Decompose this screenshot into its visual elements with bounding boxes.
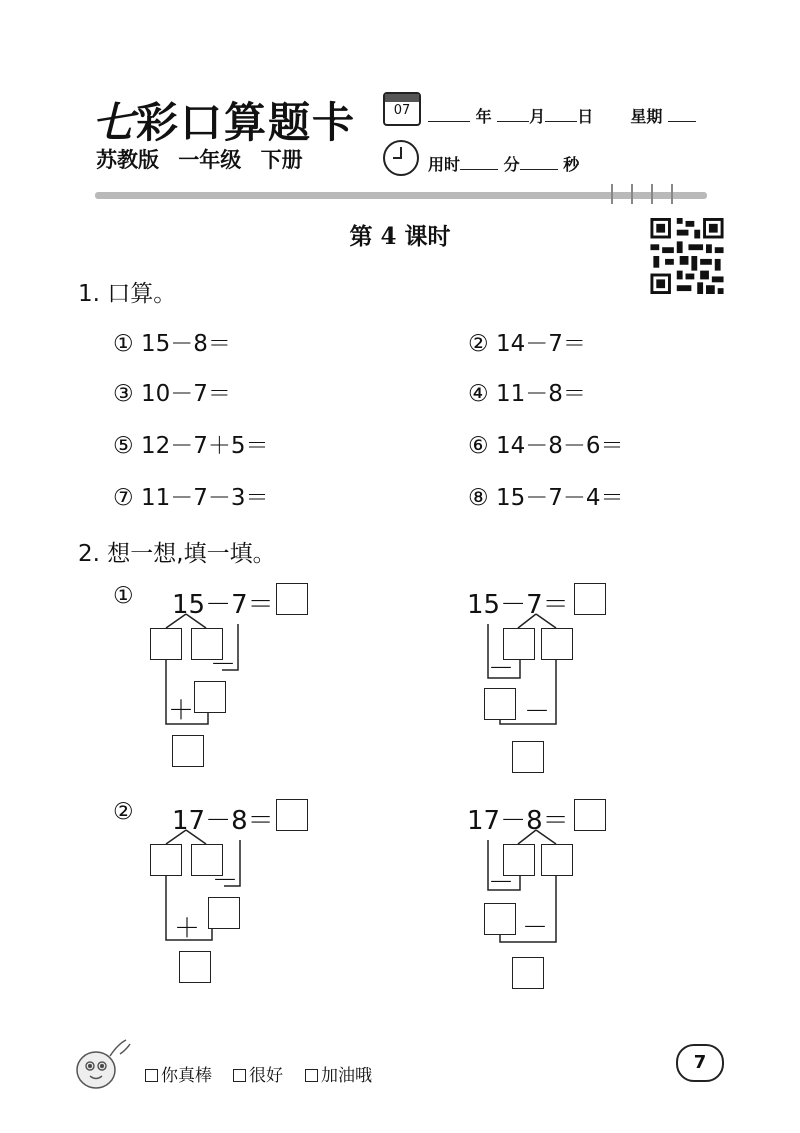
split-box[interactable] (150, 844, 182, 876)
plus-sign: ＋ (168, 696, 195, 726)
mascot-icon (70, 1032, 134, 1094)
calc-item-5: ⑤ 12－7＋5＝ (113, 433, 269, 459)
minus-sign: － (212, 866, 239, 896)
date-line (428, 104, 696, 127)
year-blank[interactable] (428, 107, 470, 122)
minute-blank[interactable] (460, 155, 498, 170)
calendar-icon: 07 (383, 92, 421, 126)
answer-box[interactable] (276, 799, 308, 831)
rating-option-3[interactable]: 加油哦 (305, 1061, 372, 1086)
time-used-label: 用时 (428, 155, 461, 174)
minus-sign: － (488, 654, 515, 684)
result-box[interactable] (484, 903, 516, 935)
question-2-title: 2. 想一想,填一填。 (78, 541, 276, 567)
checkbox-icon[interactable] (233, 1069, 246, 1082)
page-number: 7 (676, 1044, 724, 1082)
answer-box[interactable] (276, 583, 308, 615)
checkbox-icon[interactable] (145, 1069, 158, 1082)
lesson-title: 第 4 课时 (349, 223, 451, 250)
checkbox-icon[interactable] (305, 1069, 318, 1082)
rating-option-1[interactable]: 你真棒 (145, 1061, 212, 1086)
divider-rings (600, 182, 680, 208)
split-box[interactable] (150, 628, 182, 660)
equation-1a: 15－7＝ (172, 590, 274, 620)
year-label: 年 (475, 107, 492, 126)
plus-sign: ＋ (174, 914, 201, 944)
calc-item-2: ② 14－7＝ (468, 331, 586, 357)
week-label: 星期 (630, 107, 663, 126)
second-label: 秒 (563, 155, 580, 174)
calc-item-1: ① 15－8＝ (113, 331, 231, 357)
minus-sign: － (522, 913, 549, 943)
result-box[interactable] (194, 681, 226, 713)
day-blank[interactable] (545, 107, 577, 122)
edition-label: 苏教版 一年级 下册 (96, 148, 303, 172)
minute-label: 分 (503, 155, 520, 174)
calc-item-3: ③ 10－7＝ (113, 381, 231, 407)
month-label: 月 (529, 107, 546, 126)
week-blank[interactable] (668, 107, 696, 122)
equation-2b: 17－8＝ (467, 806, 569, 836)
second-blank[interactable] (520, 155, 558, 170)
calc-item-4: ④ 11－8＝ (468, 381, 586, 407)
result-box[interactable] (484, 688, 516, 720)
problem-1-number: ① (113, 583, 134, 609)
rating-option-2[interactable]: 很好 (233, 1061, 283, 1086)
question-1-title: 1. 口算。 (78, 281, 177, 307)
time-line (428, 152, 579, 175)
minus-sign: － (524, 697, 551, 727)
split-box[interactable] (541, 628, 573, 660)
clock-icon (383, 140, 419, 176)
equation-1b: 15－7＝ (467, 590, 569, 620)
result-box[interactable] (208, 897, 240, 929)
minus-sign: － (488, 868, 515, 898)
equation-2a: 17－8＝ (172, 806, 274, 836)
final-box[interactable] (512, 741, 544, 773)
qr-code-icon (650, 218, 724, 294)
day-label: 日 (577, 107, 594, 126)
final-box[interactable] (179, 951, 211, 983)
month-blank[interactable] (497, 107, 529, 122)
calc-item-8: ⑧ 15－7－4＝ (468, 485, 624, 511)
problem-2-number: ② (113, 799, 134, 825)
calc-item-6: ⑥ 14－8－6＝ (468, 433, 624, 459)
minus-sign: － (210, 650, 237, 680)
split-box[interactable] (541, 844, 573, 876)
brand-logo: 七彩口算题卡 (92, 98, 357, 147)
final-box[interactable] (512, 957, 544, 989)
calc-item-7: ⑦ 11－7－3＝ (113, 485, 269, 511)
final-box[interactable] (172, 735, 204, 767)
